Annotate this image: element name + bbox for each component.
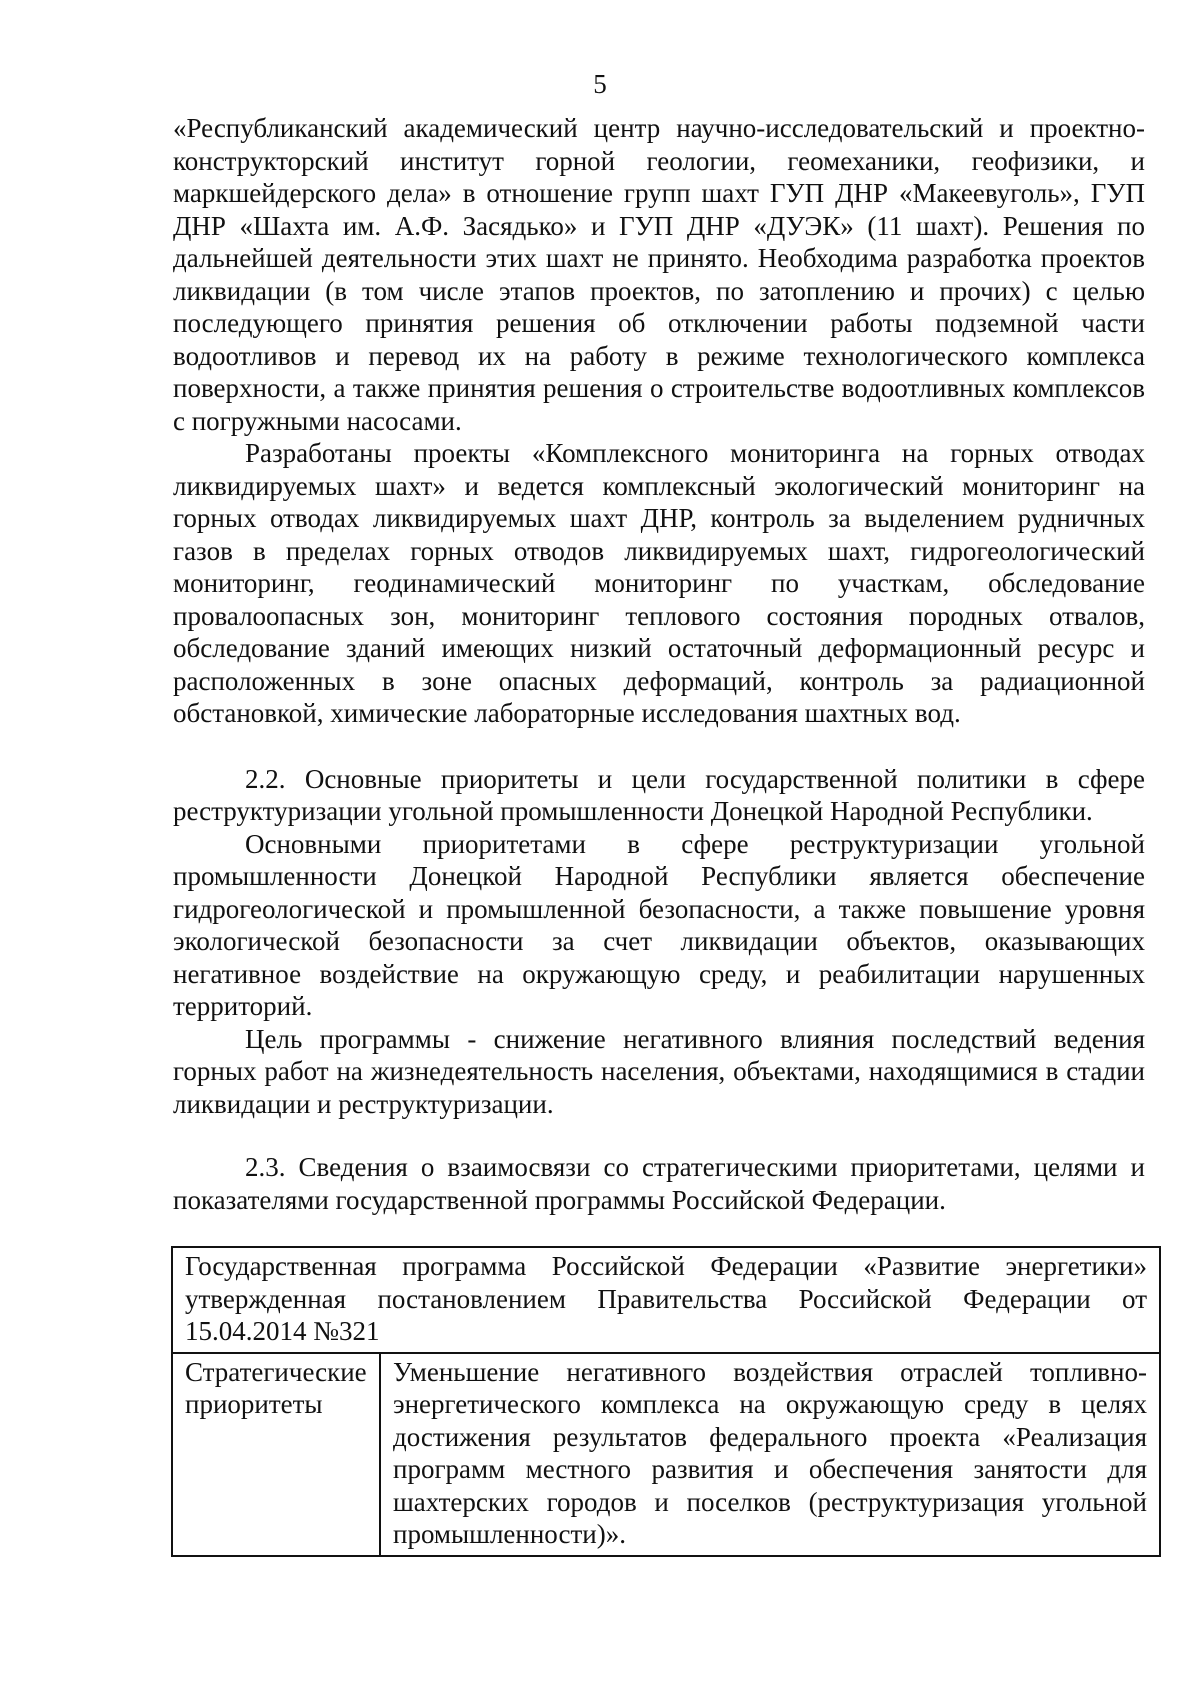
page-number: 5 (593, 69, 607, 99)
section-2-2-priorities: Основными приоритетами в сфере реструктуризации угольной промышленности Донецкой Народной Республики является обеспечение гидрогеологической и промышленной безопасности, а также повышение уровня экологической безопасности за счет ликвидации объектов, оказывающих негативное воздействие на окружающую среду, и реабилитации нарушенных территорий. (173, 828, 1145, 1021)
table-row-label: Стратегические приоритеты (172, 1353, 380, 1556)
section-2-2-goal: Цель программы - снижение негативного влияния последствий ведения горных работ на жизнедеятельность населения, объектами, находящимися в стадии ликвидации и реструктуризации. (173, 1023, 1145, 1119)
paragraph-monitoring: Разработаны проекты «Комплексного мониторинга на горных отводах ликвидируемых шахт» и ведется комплексный экологический мониторинг на горных отводах ликвидируемых шахт ДНР, контроль за выделением рудничных газов в пределах горных отводов ликвидируемых шахт, гидрогеологический мониторинг, геодинамический мониторинг по участкам, обследование провалоопасных зон, мониторинг теплового состояния породных отвалов, обследование зданий имеющих низкий остаточный деформационный ресурс и расположенных в зоне опасных деформаций, контроль за радиационной обстановкой, химические лабораторные исследования шахтных вод. (173, 438, 1145, 728)
table-row (172, 1353, 1160, 1556)
table-row-value: Уменьшение негативного воздействия отраслей топливно-энергетического комплекса на окружающую среду в целях достижения результатов федерального проекта «Реализация программ местного развития и обеспечения занятости для шахтерских городов и поселков (реструктуризация угольной промышленности)». (380, 1353, 1160, 1556)
table-header-cell: Государственная программа Российской Федерации «Развитие энергетики» утвержденная постановлением Правительства Российской Федерации от 15.04.2014 №321 (172, 1247, 1160, 1353)
table-header-row (172, 1247, 1160, 1353)
section-2-2-heading: 2.2. Основные приоритеты и цели государственной политики в сфере реструктуризации угольной промышленности Донецкой Народной Республики. (173, 763, 1145, 826)
paragraph-continuation: «Республиканский академический центр научно-исследовательский и проектно-конструкторский институт горной геологии, геомеханики, геофизики, и маркшейдерского дела» в отношение групп шахт ГУП ДНР «Макеевуголь», ГУП ДНР «Шахта им. А.Ф. Засядько» и ГУП ДНР «ДУЭК» (11 шахт). Решения по дальнейшей деятельности этих шахт не принято. Необходима разработка проектов ликвидации (в том числе этапов проектов, по затоплению и прочих) с целью последующего принятия решения об отключении работы подземной части водоотливов и перевод их на работу в режиме технологического комплекса поверхности, а также принятия решения о строительстве водоотливных комплексов с погружными насосами. (173, 113, 1145, 436)
document-body (173, 112, 1145, 1557)
section-2-3-heading: 2.3. Сведения о взаимосвязи со стратегическими приоритетами, целями и показателями государственной программы Российской Федерации. (173, 1152, 1145, 1215)
state-program-table (171, 1246, 1161, 1557)
